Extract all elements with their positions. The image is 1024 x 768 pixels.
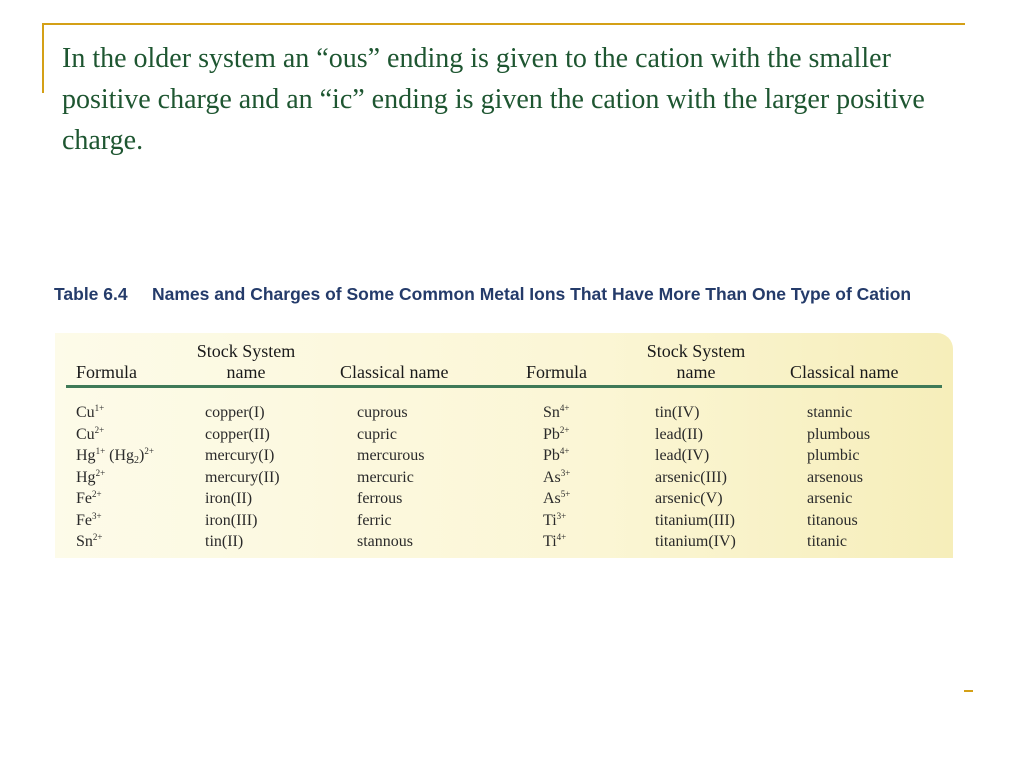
- stock-name-cell: titanium(III): [655, 511, 735, 529]
- table-title: Names and Charges of Some Common Metal Ions That Have More Than One Type of Cation: [152, 284, 912, 304]
- formula-cell: [543, 402, 569, 424]
- ion-charge: 4+: [559, 446, 570, 456]
- classical-name-cell: plumbous: [807, 425, 871, 443]
- header-classical-right: Classical name: [790, 362, 899, 382]
- element-symbol: Sn: [76, 533, 93, 550]
- header-stock-line2: name: [226, 362, 266, 382]
- element-symbol: As: [543, 490, 561, 507]
- classical-name-cell: ferrous: [357, 490, 403, 507]
- stock-name-cell: lead(II): [655, 425, 703, 443]
- ion-charge: 3+: [92, 510, 102, 521]
- formula-cell: [543, 531, 566, 553]
- ion-charge: 2+: [94, 424, 105, 435]
- table-caption: [54, 283, 944, 305]
- ion-charge: 2+: [92, 489, 102, 499]
- ion-charge: 2+: [92, 532, 103, 542]
- stock-name-cell: mercury(II): [205, 468, 280, 486]
- classical-name-cell: mercurous: [357, 447, 425, 464]
- header-formula-left: Formula: [76, 362, 137, 382]
- element-symbol: Cu: [76, 425, 95, 443]
- formula-cell: [76, 402, 104, 424]
- classical-name-cell: stannous: [357, 533, 413, 550]
- table-header-rule: [66, 385, 942, 388]
- polyatomic-suffix: ): [139, 447, 145, 464]
- formula-cell: [76, 424, 104, 446]
- slide-body-text: In the older system an “ous” ending is given to the cation with the smaller positive charge and an “ic” ending is given the cation with the larger positive charge.: [62, 43, 925, 156]
- ion-charge: 2+: [559, 424, 570, 435]
- slide-corner-dash: [964, 690, 973, 692]
- polyatomic-prefix: (Hg: [109, 447, 135, 464]
- element-symbol: Hg: [76, 447, 96, 464]
- element-symbol: Fe: [76, 490, 92, 507]
- element-symbol: Pb: [543, 447, 560, 464]
- header-formula-right: Formula: [526, 362, 587, 382]
- classical-name-cell: stannic: [807, 404, 853, 421]
- stock-name-cell: tin(IV): [655, 404, 700, 421]
- formula-cell: [76, 531, 102, 553]
- element-symbol: Sn: [543, 404, 560, 421]
- formula-cell: [543, 424, 569, 446]
- stock-name-cell: mercury(I): [205, 447, 275, 464]
- ion-charge: 4+: [559, 403, 570, 413]
- formula-cell: [543, 445, 569, 467]
- stock-name-cell: copper(II): [205, 425, 270, 443]
- formula-cell: [543, 467, 570, 489]
- element-symbol: Ti: [543, 511, 557, 529]
- element-symbol: Cu: [76, 404, 95, 421]
- stock-name-cell: arsenic(V): [655, 490, 723, 507]
- header-classical-left: Classical name: [340, 362, 449, 382]
- stock-name-cell: titanium(IV): [655, 533, 736, 550]
- formula-cell: [76, 467, 105, 489]
- polyatomic-charge: 2+: [144, 446, 154, 456]
- header-stock-right: [626, 341, 766, 383]
- ion-charge: 3+: [556, 510, 567, 521]
- table-number: Table 6.4: [54, 284, 128, 304]
- element-symbol: Fe: [76, 511, 92, 529]
- stock-name-cell: iron(III): [205, 511, 258, 529]
- formula-cell: [76, 445, 154, 467]
- formula-cell: [543, 510, 566, 532]
- header-stock-line2: name: [676, 362, 716, 382]
- stock-name-cell: tin(II): [205, 533, 244, 550]
- header-stock-line1: Stock System: [646, 341, 746, 361]
- ion-charge: 3+: [560, 467, 571, 478]
- classical-name-cell: arsenic: [807, 490, 853, 507]
- classical-name-cell: plumbic: [807, 447, 860, 464]
- polyatomic-subscript: 2: [134, 455, 140, 466]
- header-stock-left: [176, 341, 316, 383]
- classical-name-cell: mercuric: [357, 468, 414, 486]
- ion-charge: 1+: [95, 446, 106, 456]
- formula-cell: [76, 488, 102, 510]
- stock-name-cell: copper(I): [205, 404, 265, 421]
- classical-name-cell: cuprous: [357, 404, 408, 421]
- element-symbol: Pb: [543, 425, 560, 443]
- stock-name-cell: iron(II): [205, 490, 253, 507]
- classical-name-cell: arsenous: [807, 468, 863, 486]
- header-stock-line1: Stock System: [196, 341, 296, 361]
- element-symbol: Hg: [76, 468, 96, 486]
- slide-frame-left-line: [42, 23, 44, 93]
- classical-name-cell: titanic: [807, 533, 847, 550]
- classical-name-cell: cupric: [357, 425, 397, 443]
- ion-charge: 4+: [556, 532, 567, 542]
- stock-name-cell: arsenic(III): [655, 468, 727, 486]
- ion-charge: 5+: [560, 489, 571, 499]
- element-symbol: Ti: [543, 533, 557, 550]
- ion-charge: 2+: [95, 467, 106, 478]
- classical-name-cell: ferric: [357, 511, 392, 529]
- classical-name-cell: titanous: [807, 511, 858, 529]
- formula-cell: [76, 510, 102, 532]
- slide-frame-top-line: [43, 23, 965, 25]
- formula-cell: [543, 488, 570, 510]
- element-symbol: As: [543, 468, 561, 486]
- stock-name-cell: lead(IV): [655, 447, 710, 464]
- ion-charge: 1+: [94, 403, 105, 413]
